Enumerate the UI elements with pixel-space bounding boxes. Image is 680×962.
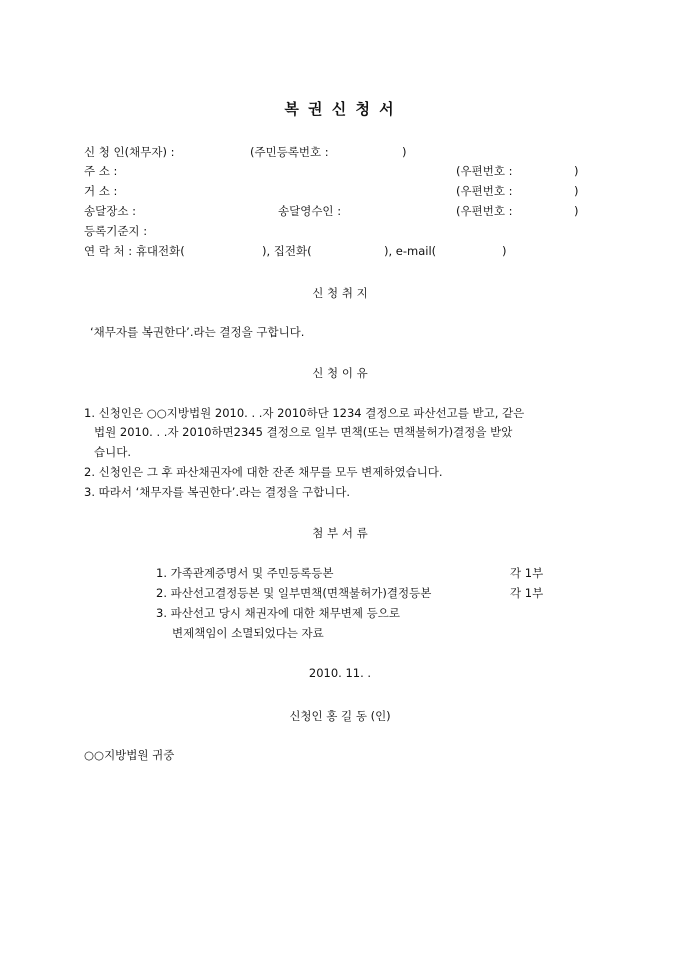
applicant-rrn-close: ) [402, 145, 407, 159]
reason-line: 법원 2010. . .자 2010하면2345 결정으로 일부 면책(또는 면책불허가)결정을 받았 [94, 425, 513, 439]
reason-line: 3. 따라서 ‘채무자를 복권한다’.라는 결정을 구합니다. [84, 485, 351, 499]
attachment-count: 각 1부 [510, 586, 544, 600]
attachment-item: 1. 가족관계증명서 및 주민등록등본 [156, 566, 334, 580]
attachments-heading: 첨 부 서 류 [312, 526, 368, 540]
service-place-label: 송달장소 : [84, 204, 136, 218]
service-recipient-label: 송달영수인 : [278, 204, 342, 218]
applicant-label: 신 청 인(채무자) : [84, 145, 175, 159]
service-postal-label: (우편번호 : [456, 204, 513, 218]
contact-home-label: ), 집전화( [262, 244, 312, 258]
court-addressee: ○○지방법원 귀중 [84, 748, 175, 762]
address-postal-label: (우편번호 : [456, 164, 513, 178]
residence-postal-close: ) [574, 184, 579, 198]
reason-line: 2. 신청인은 그 후 파산채권자에 대한 잔존 채무를 모두 변제하였습니다. [84, 465, 443, 479]
residence-label: 거 소 : [84, 184, 118, 198]
applicant-rrn-label: (주민등록번호 : [250, 145, 329, 159]
registration-label: 등록기준지 : [84, 224, 148, 238]
reason-line: 1. 신청인은 ○○지방법원 2010. . .자 2010하단 1234 결정으로 파산선고를 받고, 같은 [84, 406, 525, 420]
attachment-item: 3. 파산선고 당시 채권자에 대한 채무변제 등으로 [156, 606, 400, 620]
reason-line: 습니다. [94, 445, 131, 459]
contact-close: ) [502, 244, 507, 258]
document-title: 복 권 신 청 서 [284, 100, 396, 118]
address-label: 주 소 : [84, 164, 118, 178]
residence-postal-label: (우편번호 : [456, 184, 513, 198]
purpose-heading: 신 청 취 지 [312, 286, 368, 300]
attachment-item: 변제책임이 소멸되었다는 자료 [172, 626, 324, 640]
applicant-signature: 신청인 홍 길 동 (인) [289, 709, 391, 723]
address-postal-close: ) [574, 164, 579, 178]
purpose-text: ‘채무자를 복권한다’.라는 결정을 구합니다. [90, 325, 305, 339]
attachment-count: 각 1부 [510, 566, 544, 580]
attachment-item: 2. 파산선고결정등본 및 일부면책(면책불허가)결정등본 [156, 586, 432, 600]
contact-email-label: ), e-mail( [384, 244, 437, 258]
service-postal-close: ) [574, 204, 579, 218]
contact-mobile-label: 연 락 처 : 휴대전화( [84, 244, 185, 258]
application-date: 2010. 11. . [308, 666, 372, 680]
reason-heading: 신 청 이 유 [312, 366, 368, 380]
